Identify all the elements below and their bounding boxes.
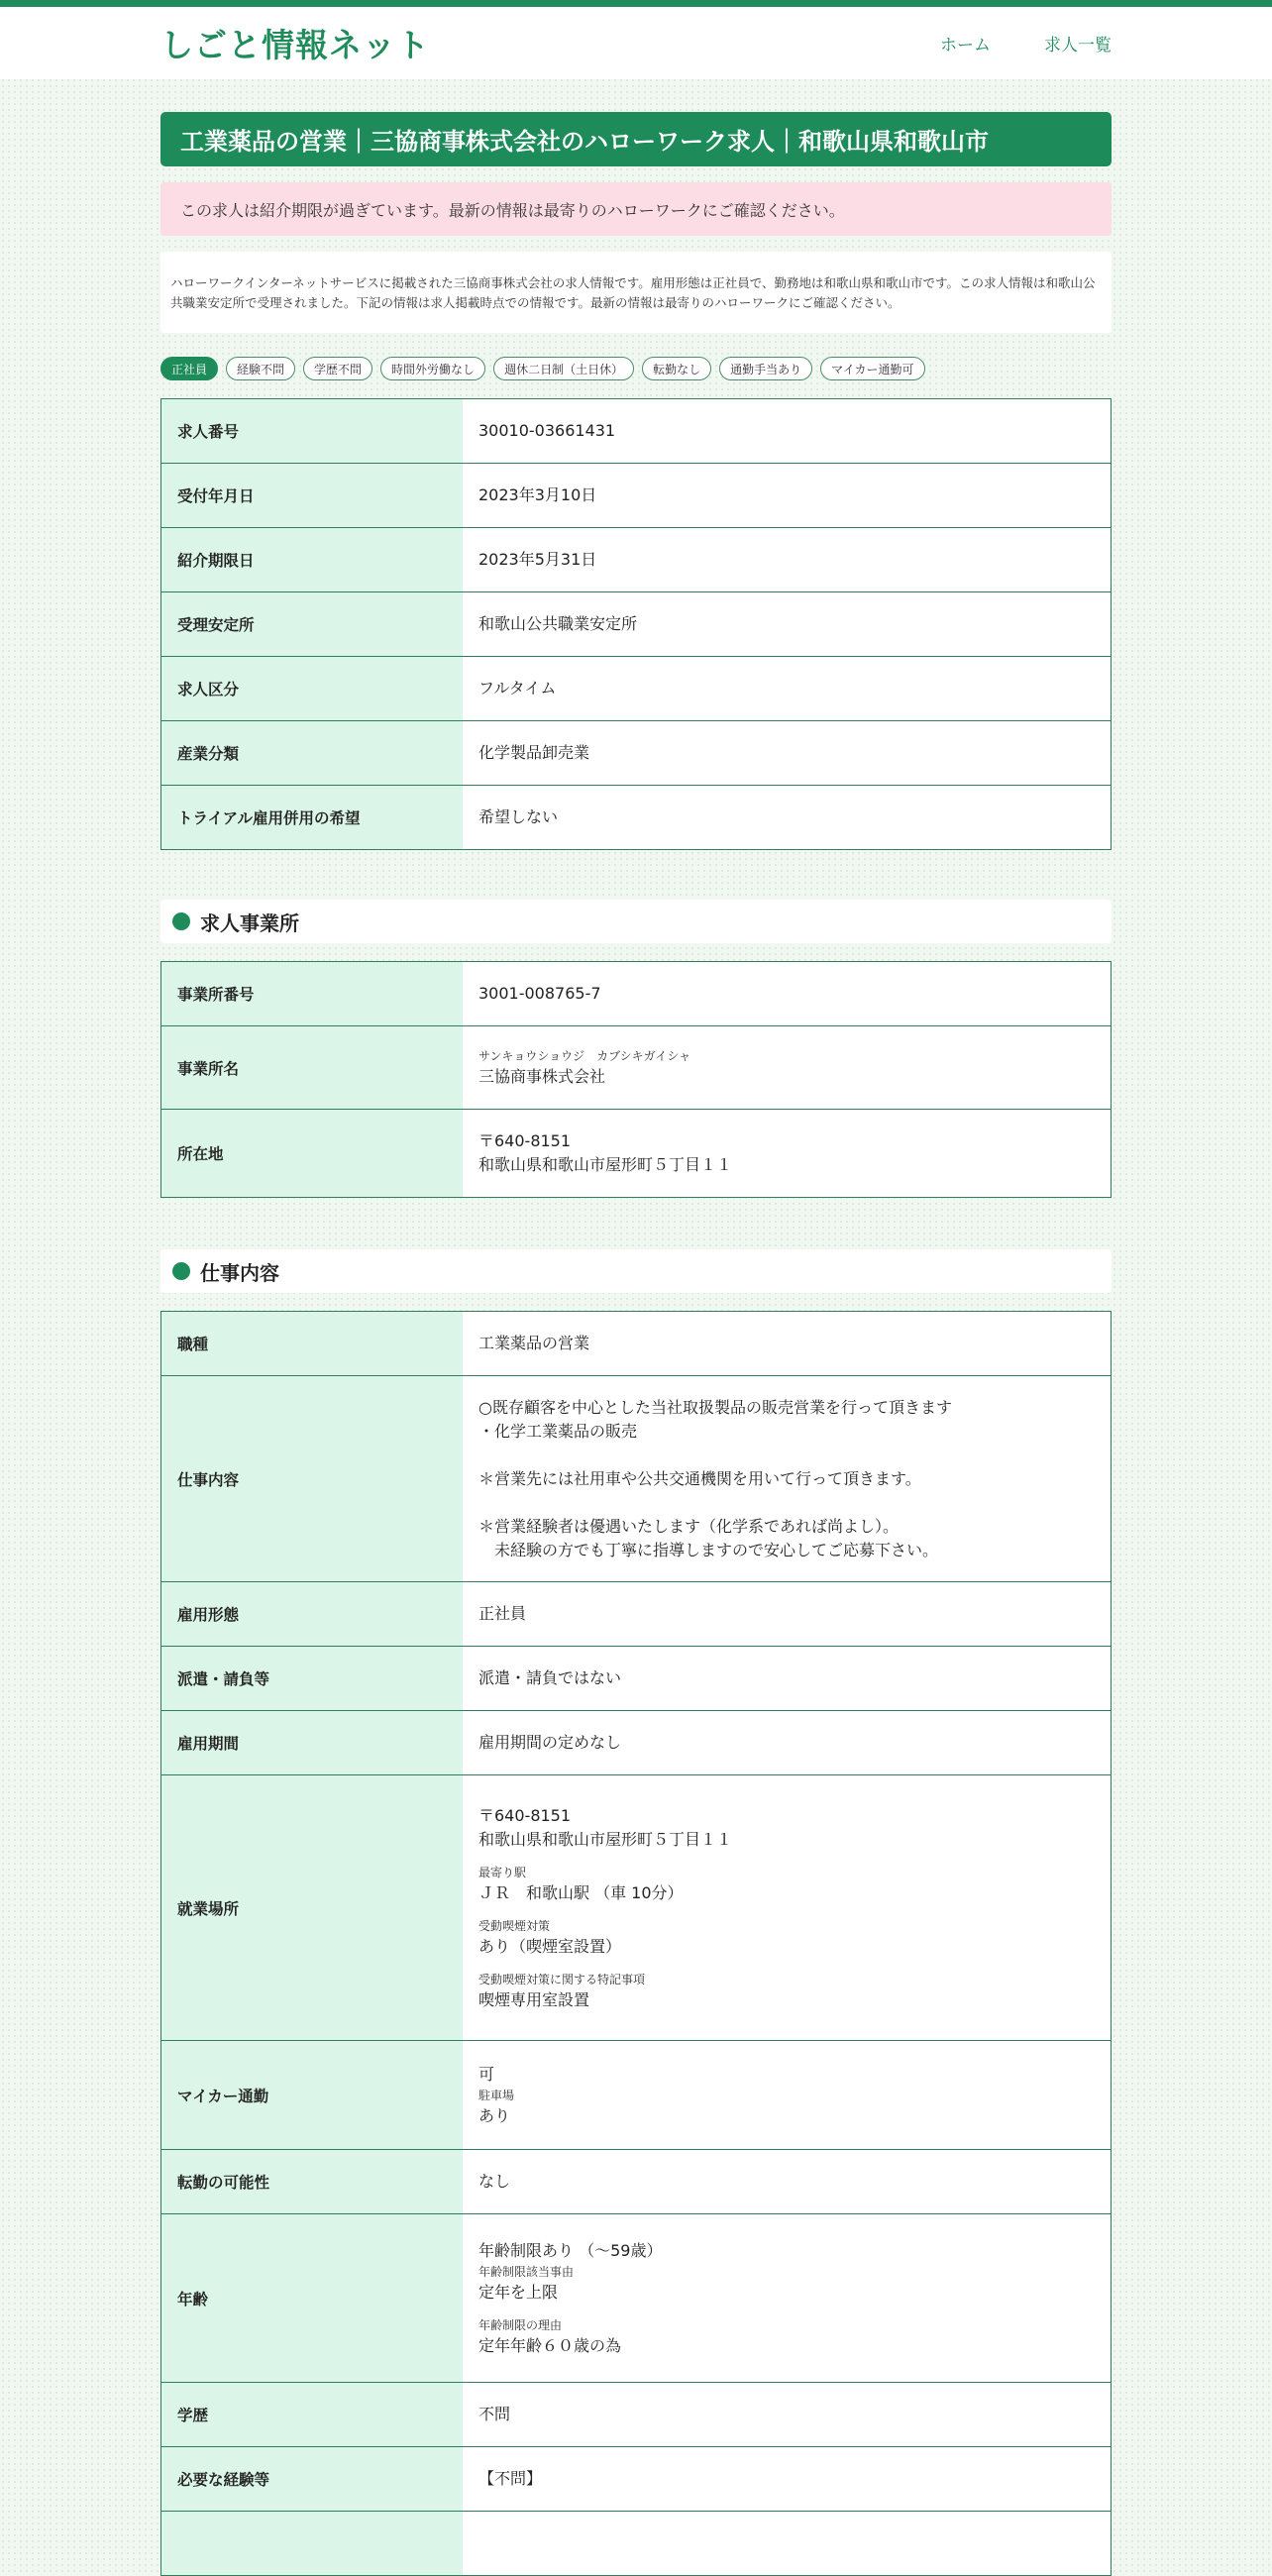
- table-row: [161, 464, 1112, 528]
- site-logo[interactable]: しごと情報ネット: [160, 26, 430, 64]
- row-value: 化学製品卸売業: [463, 721, 1112, 786]
- tag-badge: 通勤手当あり: [719, 357, 812, 380]
- address: 和歌山県和歌山市屋形町５丁目１１: [478, 1829, 733, 1849]
- row-label: 受付年月日: [161, 464, 464, 528]
- table-row: [161, 2447, 1112, 2512]
- row-value: [463, 1110, 1112, 1198]
- tag-badge: 学歴不問: [303, 357, 372, 380]
- age-why: 定年年齢６０歳の為: [478, 2335, 622, 2355]
- job-info-table: [160, 1311, 1112, 2576]
- table-row: [161, 1376, 1112, 1582]
- row-label: 雇用形態: [161, 1582, 464, 1647]
- section-heading-company: [160, 900, 1112, 943]
- row-value: 30010-03661431: [478, 421, 616, 440]
- smoking-note-label: 受動喫煙対策に関する特記事項: [478, 1972, 646, 1986]
- row-value: 【不問】: [463, 2447, 1112, 2512]
- smoking-note: 喫煙専用室設置: [478, 1989, 590, 2009]
- table-row: [161, 1312, 1112, 1376]
- table-row: [161, 2383, 1112, 2447]
- row-label: 年齢: [161, 2214, 464, 2383]
- table-row: [161, 2214, 1112, 2383]
- row-label: 雇用期間: [161, 1711, 464, 1775]
- bullet-dot-icon: [172, 1262, 190, 1280]
- row-value: 雇用期間の定めなし: [463, 1711, 1112, 1775]
- tag-badge: 転勤なし: [642, 357, 711, 380]
- address: 和歌山県和歌山市屋形町５丁目１１: [478, 1155, 733, 1174]
- row-value: 和歌山公共職業安定所: [463, 592, 1112, 657]
- table-row: [161, 1026, 1112, 1110]
- car-commute-value: 可: [478, 2064, 495, 2084]
- nav-home-link[interactable]: ホーム: [940, 36, 991, 55]
- row-label: 仕事内容: [161, 1376, 464, 1582]
- row-value: なし: [463, 2150, 1112, 2214]
- row-value: [463, 1775, 1112, 2041]
- company-name: 三協商事株式会社: [478, 1066, 606, 1086]
- table-row: [161, 1582, 1112, 1647]
- table-row: [161, 399, 1112, 464]
- row-label: マイカー通勤: [161, 2041, 464, 2150]
- row-value: 工業薬品の営業: [478, 1334, 590, 1352]
- nearest-station: ＪＲ 和歌山駅 （車 10分）: [478, 1882, 684, 1902]
- tag-badge: 正社員: [160, 357, 218, 380]
- tag-list: [160, 357, 1112, 380]
- row-value: 派遣・請負ではない: [463, 1647, 1112, 1711]
- smoking-measure: あり（喫煙室設置）: [478, 1936, 622, 1956]
- row-value: 正社員: [463, 1582, 1112, 1647]
- tag-badge: マイカー通勤可: [820, 357, 924, 380]
- basic-info-table: [160, 398, 1112, 850]
- main-nav: [940, 31, 1112, 55]
- smoking-label: 受動喫煙対策: [478, 1918, 551, 1933]
- bullet-dot-icon: [172, 912, 190, 930]
- table-row: [161, 528, 1112, 592]
- top-accent-bar: [0, 0, 1272, 7]
- postal-code: 〒640-8151: [478, 1131, 572, 1150]
- row-label: トライアル雇用併用の希望: [161, 786, 464, 850]
- main-content: [160, 79, 1112, 2576]
- company-info-table: [160, 961, 1112, 1198]
- row-label: 求人番号: [161, 399, 464, 464]
- row-value: 3001-008765-7: [478, 984, 601, 1003]
- parking-label: 駐車場: [478, 2088, 515, 2102]
- table-row: [161, 2512, 1112, 2576]
- row-label: 転勤の可能性: [161, 2150, 464, 2214]
- tag-badge: 週休二日制（土日休）: [493, 357, 634, 380]
- row-label: 所在地: [161, 1110, 464, 1198]
- table-row: [161, 721, 1112, 786]
- tag-badge: 時間外労働なし: [380, 357, 485, 380]
- row-label: 必要な経験等: [161, 2447, 464, 2512]
- site-header: [0, 7, 1272, 79]
- table-row: [161, 2041, 1112, 2150]
- row-value: [463, 1026, 1112, 1110]
- table-row: [161, 592, 1112, 657]
- row-value: 2023年5月31日: [463, 528, 1112, 592]
- row-label: 受理安定所: [161, 592, 464, 657]
- row-label: 事業所名: [161, 1026, 464, 1110]
- company-name-kana: サンキョウショウジ カブシキガイシャ: [478, 1048, 691, 1063]
- job-description-summary: ハローワークインターネットサービスに掲載された三協商事株式会社の求人情報です。雇用形態は正社員で、勤務地は和歌山県和歌山市です。この求人情報は和歌山公共職業安定所で受理されました。下記の情報は求人掲載時点での情報です。最新の情報は最寄りのハローワークにご確認ください。: [160, 252, 1112, 333]
- table-row: [161, 2150, 1112, 2214]
- row-label: 就業場所: [161, 1775, 464, 2041]
- age-why-label: 年齢制限の理由: [478, 2317, 563, 2332]
- station-label: 最寄り駅: [478, 1865, 527, 1879]
- table-row: [161, 786, 1112, 850]
- row-label: 産業分類: [161, 721, 464, 786]
- row-value: [463, 2041, 1112, 2150]
- tag-badge: 経験不問: [226, 357, 295, 380]
- age-reason-label: 年齢制限該当事由: [478, 2264, 575, 2279]
- nav-job-list-link[interactable]: 求人一覧: [1044, 36, 1112, 55]
- parking-value: あり: [478, 2105, 511, 2125]
- row-label: 求人区分: [161, 657, 464, 721]
- table-row: [161, 1110, 1112, 1198]
- row-label: 紹介期限日: [161, 528, 464, 592]
- page-title: 工業薬品の営業｜三協商事株式会社のハローワーク求人｜和歌山県和歌山市: [160, 112, 1112, 166]
- row-value: 2023年3月10日: [463, 464, 1112, 528]
- row-value: [463, 2214, 1112, 2383]
- row-value: 不問: [463, 2383, 1112, 2447]
- row-label: 事業所番号: [161, 962, 464, 1026]
- postal-code: 〒640-8151: [478, 1805, 572, 1825]
- section-heading-job: [160, 1249, 1112, 1293]
- row-value: [463, 2512, 1112, 2576]
- table-row: [161, 1711, 1112, 1775]
- table-row: [161, 657, 1112, 721]
- row-value: フルタイム: [463, 657, 1112, 721]
- age-reason: 定年を上限: [478, 2282, 559, 2302]
- row-value: 希望しない: [463, 786, 1112, 850]
- expired-alert: この求人は紹介期限が過ぎています。最新の情報は最寄りのハローワークにご確認ください。: [160, 182, 1112, 236]
- section-heading-label: 求人事業所: [200, 911, 299, 935]
- age-limit: 年齢制限あり （～59歳）: [478, 2240, 663, 2260]
- row-label: 派遣・請負等: [161, 1647, 464, 1711]
- table-row: [161, 962, 1112, 1026]
- row-label: 職種: [161, 1312, 464, 1376]
- section-heading-label: 仕事内容: [200, 1260, 279, 1285]
- row-label: [161, 2512, 464, 2576]
- table-row: [161, 1775, 1112, 2041]
- row-value: ○既存顧客を中心とした当社取扱製品の販売営業を行って頂きます ・化学工業薬品の販売 ＊営業先には社用車や公共交通機関を用いて行って頂きます。 ＊営業経験者は優遇いたします（化学系であれば尚よし）。 未経験の方でも丁寧に指導しますので安心してご応募下さい。: [463, 1376, 1112, 1582]
- table-row: [161, 1647, 1112, 1711]
- row-label: 学歴: [161, 2383, 464, 2447]
